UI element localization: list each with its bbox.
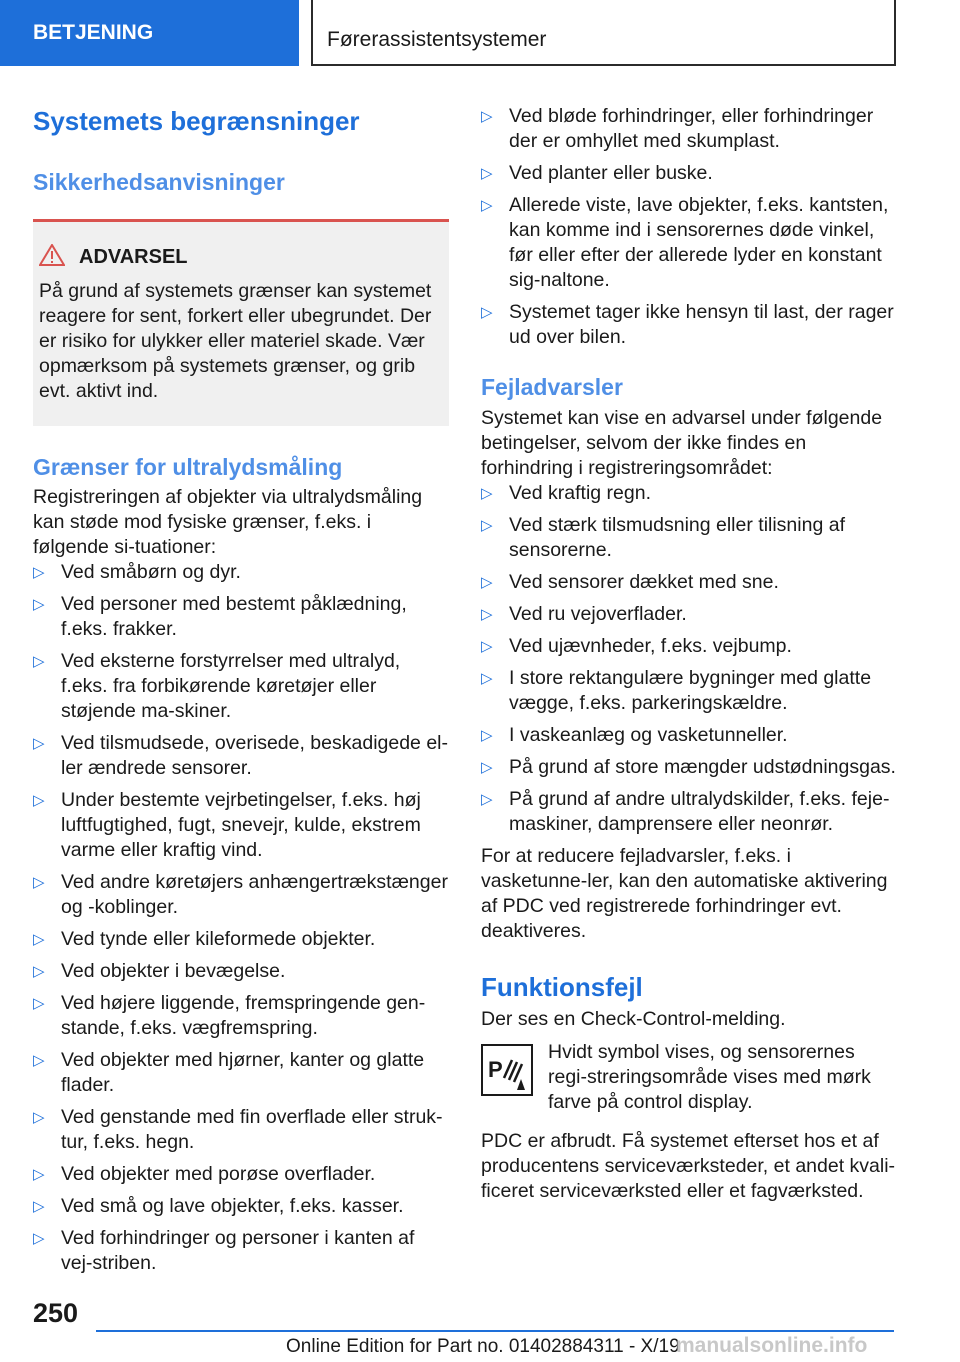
list-item: ▷ Ved tilsmudsede, overisede, beskadigede el-ler ændrede sensorer. [33, 732, 448, 780]
malfunction-outro: PDC er afbrudt. Få systemet efterset hos et af producentens serviceværksteder, et andet kvali-ficeret serviceværksted eller et fagværksted. [481, 1129, 896, 1202]
triangle-right-icon: ▷ [481, 108, 493, 125]
svg-text:P: P [488, 1056, 503, 1082]
list-item: ▷ Ved kraftig regn. [481, 481, 652, 504]
triangle-right-icon: ▷ [481, 165, 493, 182]
triangle-right-icon: ▷ [33, 963, 45, 981]
false-alarms-list [481, 481, 897, 837]
triangle-right-icon: ▷ [33, 874, 45, 892]
list-item: ▷ Ved andre køretøjers anhængertrækstænger og -koblinger. [33, 871, 448, 919]
list-item: ▷ Allerede viste, lave objekter, f.eks. kantsten, kan komme ind i sensorernes døde vinkel, før eller efter der allerede lyder en konstant sig-naltone. [481, 194, 889, 291]
triangle-right-icon: ▷ [481, 304, 493, 321]
triangle-right-icon: ▷ [33, 596, 45, 614]
triangle-right-icon: ▷ [33, 735, 45, 753]
list-item: ▷ Ved småbørn og dyr. [33, 561, 241, 584]
list-item: ▷ Ved tynde eller kileformede objekter. [33, 928, 376, 951]
triangle-right-icon: ▷ [481, 197, 493, 214]
continued-list [481, 104, 897, 350]
footer-divider [96, 1330, 894, 1332]
triangle-right-icon: ▷ [33, 995, 45, 1013]
triangle-right-icon: ▷ [33, 1166, 45, 1184]
left-column [33, 100, 449, 1283]
list-item: ▷ På grund af andre ultralydskilder, f.eks. feje-maskiner, damprensere eller neonrør. [481, 787, 890, 835]
false-alarms-intro: Systemet kan vise en advarsel under følgende betingelser, selvom der ikke findes en forhindring i registreringsområdet: [481, 406, 883, 479]
false-alarms-heading: Fejladvarsler [481, 374, 623, 400]
list-item: ▷ Ved forhindringer og personer i kanten af vej-striben. [33, 1227, 415, 1275]
triangle-right-icon: ▷ [481, 790, 493, 808]
list-item: ▷ Under bestemte vejrbetingelser, f.eks. høj luftfugtighed, fugt, snevejr, kulde, ekstrem varme eller kraftig vind. [33, 789, 421, 862]
triangle-right-icon: ▷ [481, 516, 493, 534]
page-number: 250 [33, 1298, 79, 1328]
ultrasound-heading: Grænser for ultralydsmåling [33, 453, 343, 480]
list-item: ▷ I store rektangulære bygninger med glatte vægge, f.eks. parkeringskældre. [481, 666, 872, 714]
triangle-right-icon: ▷ [33, 1109, 45, 1127]
symbol-row [481, 1040, 897, 1115]
safety-subtitle: Sikkerhedsanvisninger [33, 169, 285, 196]
list-item: ▷ Ved eksterne forstyrrelser med ultralyd, f.eks. fra forbikørende køretøjer eller støjende ma-skiner. [33, 650, 401, 723]
triangle-right-icon: ▷ [33, 1230, 45, 1248]
list-item: ▷ Ved objekter med hjørner, kanter og glatte flader. [33, 1049, 425, 1097]
list-item: ▷ Ved små og lave objekter, f.eks. kasser. [33, 1195, 404, 1218]
section-label: BETJENING [0, 0, 299, 66]
triangle-right-icon: ▷ [33, 1052, 45, 1070]
section-title: Systemets begrænsninger [33, 106, 360, 136]
list-item: ▷ Systemet tager ikke hensyn til last, der rager ud over bilen. [481, 301, 894, 348]
list-item: ▷ På grund af store mængder udstødningsgas. [481, 755, 896, 778]
triangle-right-icon: ▷ [481, 605, 493, 623]
list-item: ▷ Ved stærk tilsmudsning eller tilisning af sensorerne. [481, 513, 845, 561]
triangle-right-icon: ▷ [33, 931, 45, 949]
false-alarms-outro: For at reducere fejladvarsler, f.eks. i vasketunne-ler, kan den automatiske aktivering af PDC ved registrerede forhindringer evt. deaktiveres. [481, 844, 888, 942]
right-column [481, 104, 897, 1204]
warning-label: ADVARSEL [79, 246, 188, 269]
list-item: ▷ Ved ujævnheder, f.eks. vejbump. [481, 634, 792, 657]
list-item: ▷ Ved ru vejoverflader. [481, 602, 687, 625]
warning-header [39, 244, 441, 272]
chapter-title: Førerassistentsystemer [311, 0, 896, 66]
list-item: ▷ Ved genstande med fin overflade eller struk-tur, f.eks. hegn. [33, 1106, 443, 1154]
warning-text: På grund af systemets grænser kan systemet reagere for sent, forkert eller ubegrundet. Der er risiko for ulykker eller materiel skade. Vær opmærksom på systemets grænser, og grib evt. aktivt ind. [39, 279, 432, 402]
triangle-right-icon: ▷ [33, 564, 45, 582]
triangle-right-icon: ▷ [481, 484, 493, 502]
malfunction-intro: Der ses en Check-Control-melding. [481, 1007, 786, 1030]
list-item: ▷ Ved planter eller buske. [481, 162, 713, 184]
page-header [0, 0, 960, 66]
warning-box [33, 219, 449, 426]
symbol-description: Hvidt symbol vises, og sensorernes regi-streringsområde vises med mørk farve på control display. [548, 1040, 871, 1113]
ultrasound-list [33, 560, 449, 1276]
list-item: ▷ Ved højere liggende, fremspringende gen-stande, f.eks. vægfremspring. [33, 992, 426, 1040]
triangle-right-icon: ▷ [481, 573, 493, 591]
triangle-right-icon: ▷ [481, 726, 493, 744]
pdc-sensor-icon [481, 1044, 533, 1096]
triangle-right-icon: ▷ [481, 669, 493, 687]
list-item: ▷ Ved bløde forhindringer, eller forhindringer der er omhyllet med skumplast. [481, 105, 874, 152]
list-item: ▷ I vaskeanlæg og vasketunneller. [481, 723, 788, 746]
triangle-right-icon: ▷ [481, 758, 493, 776]
watermark: manualsonline.info [676, 1334, 868, 1357]
triangle-right-icon: ▷ [33, 1198, 45, 1216]
edition-text: Online Edition for Part no. 01402884311 - X/19 [286, 1336, 680, 1357]
triangle-right-icon: ▷ [33, 792, 45, 810]
list-item: ▷ Ved objekter i bevægelse. [33, 960, 286, 983]
list-item: ▷ Ved sensorer dækket med sne. [481, 570, 779, 593]
list-item: ▷ Ved objekter med porøse overflader. [33, 1163, 376, 1186]
warning-triangle-icon [39, 244, 79, 272]
triangle-right-icon: ▷ [33, 653, 45, 671]
list-item: ▷ Ved personer med bestemt påklædning, f.eks. frakker. [33, 593, 407, 641]
triangle-right-icon: ▷ [481, 637, 493, 655]
ultrasound-intro: Registreringen af objekter via ultralydsmåling kan støde mod fysiske grænser, f.eks. i følgende si-tuationer: [33, 486, 423, 559]
malfunction-heading: Funktionsfejl [481, 971, 643, 1002]
